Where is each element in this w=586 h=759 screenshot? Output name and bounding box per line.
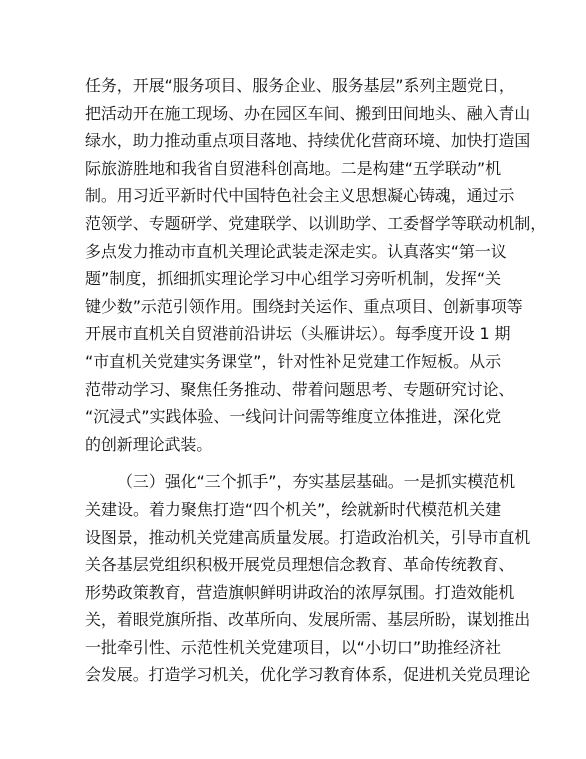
text-line: 制。用习近平新时代中国特色社会主义思想凝心铸魂，通过示	[85, 186, 515, 206]
text-line: 设图景，推动机关党建高质量发展。打造政治机关，引导市直机	[85, 527, 531, 547]
text-line: 关，着眼党旗所指、改革所向、发展所需、基层所盼，谋划推出	[85, 610, 531, 630]
text-line: 绿水，助力推动重点项目落地、持续优化营商环境、加快打造国	[85, 131, 531, 151]
text-line: 任务，开展“服务项目、服务企业、服务基层”系列主题党日，	[85, 76, 515, 95]
text-line: 的创新理论武装。	[85, 434, 213, 454]
paragraph-spacing	[85, 458, 501, 468]
document-page	[85, 72, 547, 689]
paragraph-1	[85, 72, 547, 458]
text-line: 际旅游胜地和我省自贸港科创高地。二是构建“五学联动”机	[85, 158, 501, 178]
text-line: 会发展。打造学习机关，优化学习教育体系，促进机关党员理论	[85, 665, 531, 685]
text-line: 关各基层党组织积极开展党员理想信念教育、革命传统教育、	[85, 555, 515, 575]
text-line: 一批牵引性、示范性机关党建项目，以“小切口”助推经济社	[85, 637, 501, 657]
text-line: 键少数”示范引领作用。围绕封关运作、重点项目、创新事项等	[85, 296, 523, 316]
text-line: 把活动开在施工现场、办在园区车间、搬到田间地头、融入青山	[85, 103, 531, 123]
text-line: 范带动学习、聚焦任务推动、带着问题思考、专题研究讨论、	[85, 379, 515, 399]
text-line: 开展市直机关自贸港前沿讲坛（头雁讲坛）。每季度开设 1 期	[85, 324, 511, 344]
text-line: 范领学、专题研学、党建联学、以训助学、工委督学等联动机制，	[85, 213, 547, 233]
text-line: 形势政策教育，营造旗帜鲜明讲政治的浓厚氛围。打造效能机	[85, 582, 515, 602]
text-line: “市直机关党建实务课堂”，针对性补足党建工作短板。从示	[85, 351, 501, 371]
text-line: 多点发力推动市直机关理论武装走深走实。认真落实“第一议	[85, 241, 507, 261]
text-line: 题”制度，抓细抓实理论学习中心组学习旁听机制，发挥“关	[85, 269, 501, 289]
text-line: 关建设。着力聚焦打造“四个机关”，绘就新时代模范机关建	[85, 499, 501, 519]
text-line: “沉浸式”实践体验、一线问计问需等维度立体推进，深化党	[85, 407, 501, 427]
text-line: （三）强化“三个抓手”，夯实基层基础。一是抓实模范机	[117, 472, 515, 492]
paragraph-2	[85, 468, 531, 689]
